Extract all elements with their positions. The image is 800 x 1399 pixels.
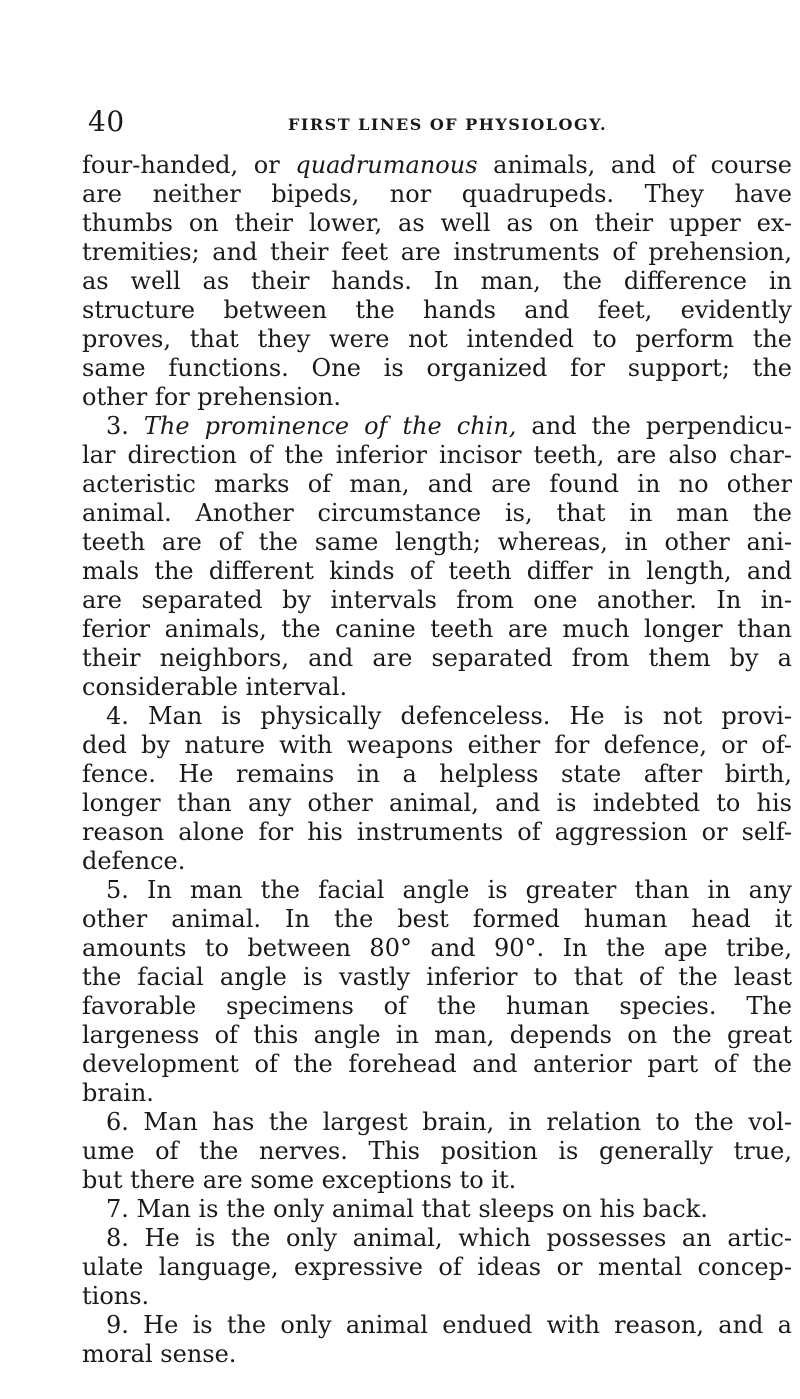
text-line	[82, 499, 792, 528]
text-line	[82, 1050, 792, 1079]
text-line	[82, 1224, 792, 1253]
text-segment: amounts to between 80° and 90°. In the ape tribe,	[82, 934, 792, 962]
text-line	[82, 296, 792, 325]
text-line	[82, 702, 792, 731]
italic-text: The prominence of the chin,	[143, 412, 517, 440]
text-line	[82, 818, 792, 847]
page-number: 40	[88, 105, 125, 138]
text-segment: thumbs on their lower, as well as on their upper ex-	[82, 209, 792, 237]
text-segment: longer than any other animal, and is indebted to his	[82, 789, 792, 817]
text-line	[82, 441, 792, 470]
text-segment: animal. Another circumstance is, that in man the	[82, 499, 792, 527]
text-segment: the facial angle is vastly inferior to that of the least	[82, 963, 792, 991]
text-segment: ferior animals, the canine teeth are much longer than	[82, 615, 792, 643]
text-segment: as well as their hands. In man, the difference in	[82, 267, 792, 295]
text-line	[82, 1253, 792, 1282]
text-segment: mals the different kinds of teeth differ in length, and	[82, 557, 792, 585]
text-line	[82, 1137, 792, 1166]
text-segment: defence.	[82, 847, 186, 875]
text-segment: development of the forehead and anterior part of the	[82, 1050, 792, 1078]
body-text	[82, 151, 792, 1369]
text-line	[82, 789, 792, 818]
text-segment: 8. He is the only animal, which possesses an artic-	[106, 1224, 792, 1252]
text-line	[82, 934, 792, 963]
text-segment: moral sense.	[82, 1340, 237, 1368]
page-header	[88, 105, 648, 145]
text-segment: same functions. One is organized for support; the	[82, 354, 792, 382]
running-title: FIRST LINES OF PHYSIOLOGY.	[288, 115, 608, 134]
italic-text: quadrumanous	[295, 151, 478, 179]
text-segment: considerable interval.	[82, 673, 348, 701]
text-segment: teeth are of the same length; whereas, in other ani-	[82, 528, 792, 556]
text-segment: ded by nature with weapons either for defence, or of-	[82, 731, 792, 759]
text-line	[82, 267, 792, 296]
text-line	[82, 325, 792, 354]
text-segment: largeness of this angle in man, depends on the great	[82, 1021, 792, 1049]
text-segment: proves, that they were not intended to perform the	[82, 325, 792, 353]
text-segment: and the perpendicu-	[516, 412, 792, 440]
text-segment: are neither bipeds, nor quadrupeds. They have	[82, 180, 792, 208]
text-line	[82, 383, 792, 412]
text-line	[82, 412, 792, 441]
text-line	[82, 1079, 792, 1108]
text-line	[82, 238, 792, 267]
text-segment: ume of the nerves. This position is generally true,	[82, 1137, 792, 1165]
text-line	[82, 760, 792, 789]
text-line	[82, 1311, 792, 1340]
text-line	[82, 905, 792, 934]
text-line	[82, 644, 792, 673]
text-line	[82, 615, 792, 644]
text-line	[82, 586, 792, 615]
text-line	[82, 528, 792, 557]
text-segment: reason alone for his instruments of aggression or self-	[82, 818, 792, 846]
text-segment: tremities; and their feet are instruments of prehension,	[82, 238, 792, 266]
text-segment: 4. Man is physically defenceless. He is not provi-	[106, 702, 792, 730]
text-segment: but there are some exceptions to it.	[82, 1166, 517, 1194]
text-segment: other for prehension.	[82, 383, 341, 411]
text-line	[82, 354, 792, 383]
text-segment: their neighbors, and are separated from them by a	[82, 644, 792, 672]
text-line	[82, 1282, 792, 1311]
text-segment: structure between the hands and feet, evidently	[82, 296, 792, 324]
text-segment: fence. He remains in a helpless state after birth,	[82, 760, 792, 788]
text-line	[82, 180, 792, 209]
text-line	[82, 847, 792, 876]
text-line	[82, 992, 792, 1021]
text-line	[82, 1195, 792, 1224]
text-line	[82, 963, 792, 992]
text-line	[82, 1340, 792, 1369]
text-line	[82, 876, 792, 905]
text-segment: 7. Man is the only animal that sleeps on his back.	[106, 1195, 708, 1223]
text-segment: four-handed, or	[82, 151, 296, 179]
text-line	[82, 673, 792, 702]
text-line	[82, 557, 792, 586]
text-segment: acteristic marks of man, and are found in no other	[82, 470, 792, 498]
text-segment: tions.	[82, 1282, 150, 1310]
text-segment: ulate language, expressive of ideas or mental concep-	[82, 1253, 792, 1281]
text-segment: 9. He is the only animal endued with reason, and a	[106, 1311, 792, 1339]
text-line	[82, 731, 792, 760]
text-line	[82, 1021, 792, 1050]
text-segment: lar direction of the inferior incisor teeth, are also char-	[82, 441, 792, 469]
text-line	[82, 151, 792, 180]
text-segment: animals, and of course	[477, 151, 792, 179]
text-segment: favorable specimens of the human species. The	[82, 992, 792, 1020]
text-segment: 6. Man has the largest brain, in relation to the vol-	[106, 1108, 792, 1136]
text-line	[82, 470, 792, 499]
text-segment: 5. In man the facial angle is greater than in any	[106, 876, 792, 904]
text-line	[82, 209, 792, 238]
text-segment: brain.	[82, 1079, 154, 1107]
text-line	[82, 1108, 792, 1137]
text-line	[82, 1166, 792, 1195]
text-segment: are separated by intervals from one another. In in-	[82, 586, 792, 614]
text-segment: other animal. In the best formed human head it	[82, 905, 792, 933]
text-segment: 3.	[106, 412, 144, 440]
